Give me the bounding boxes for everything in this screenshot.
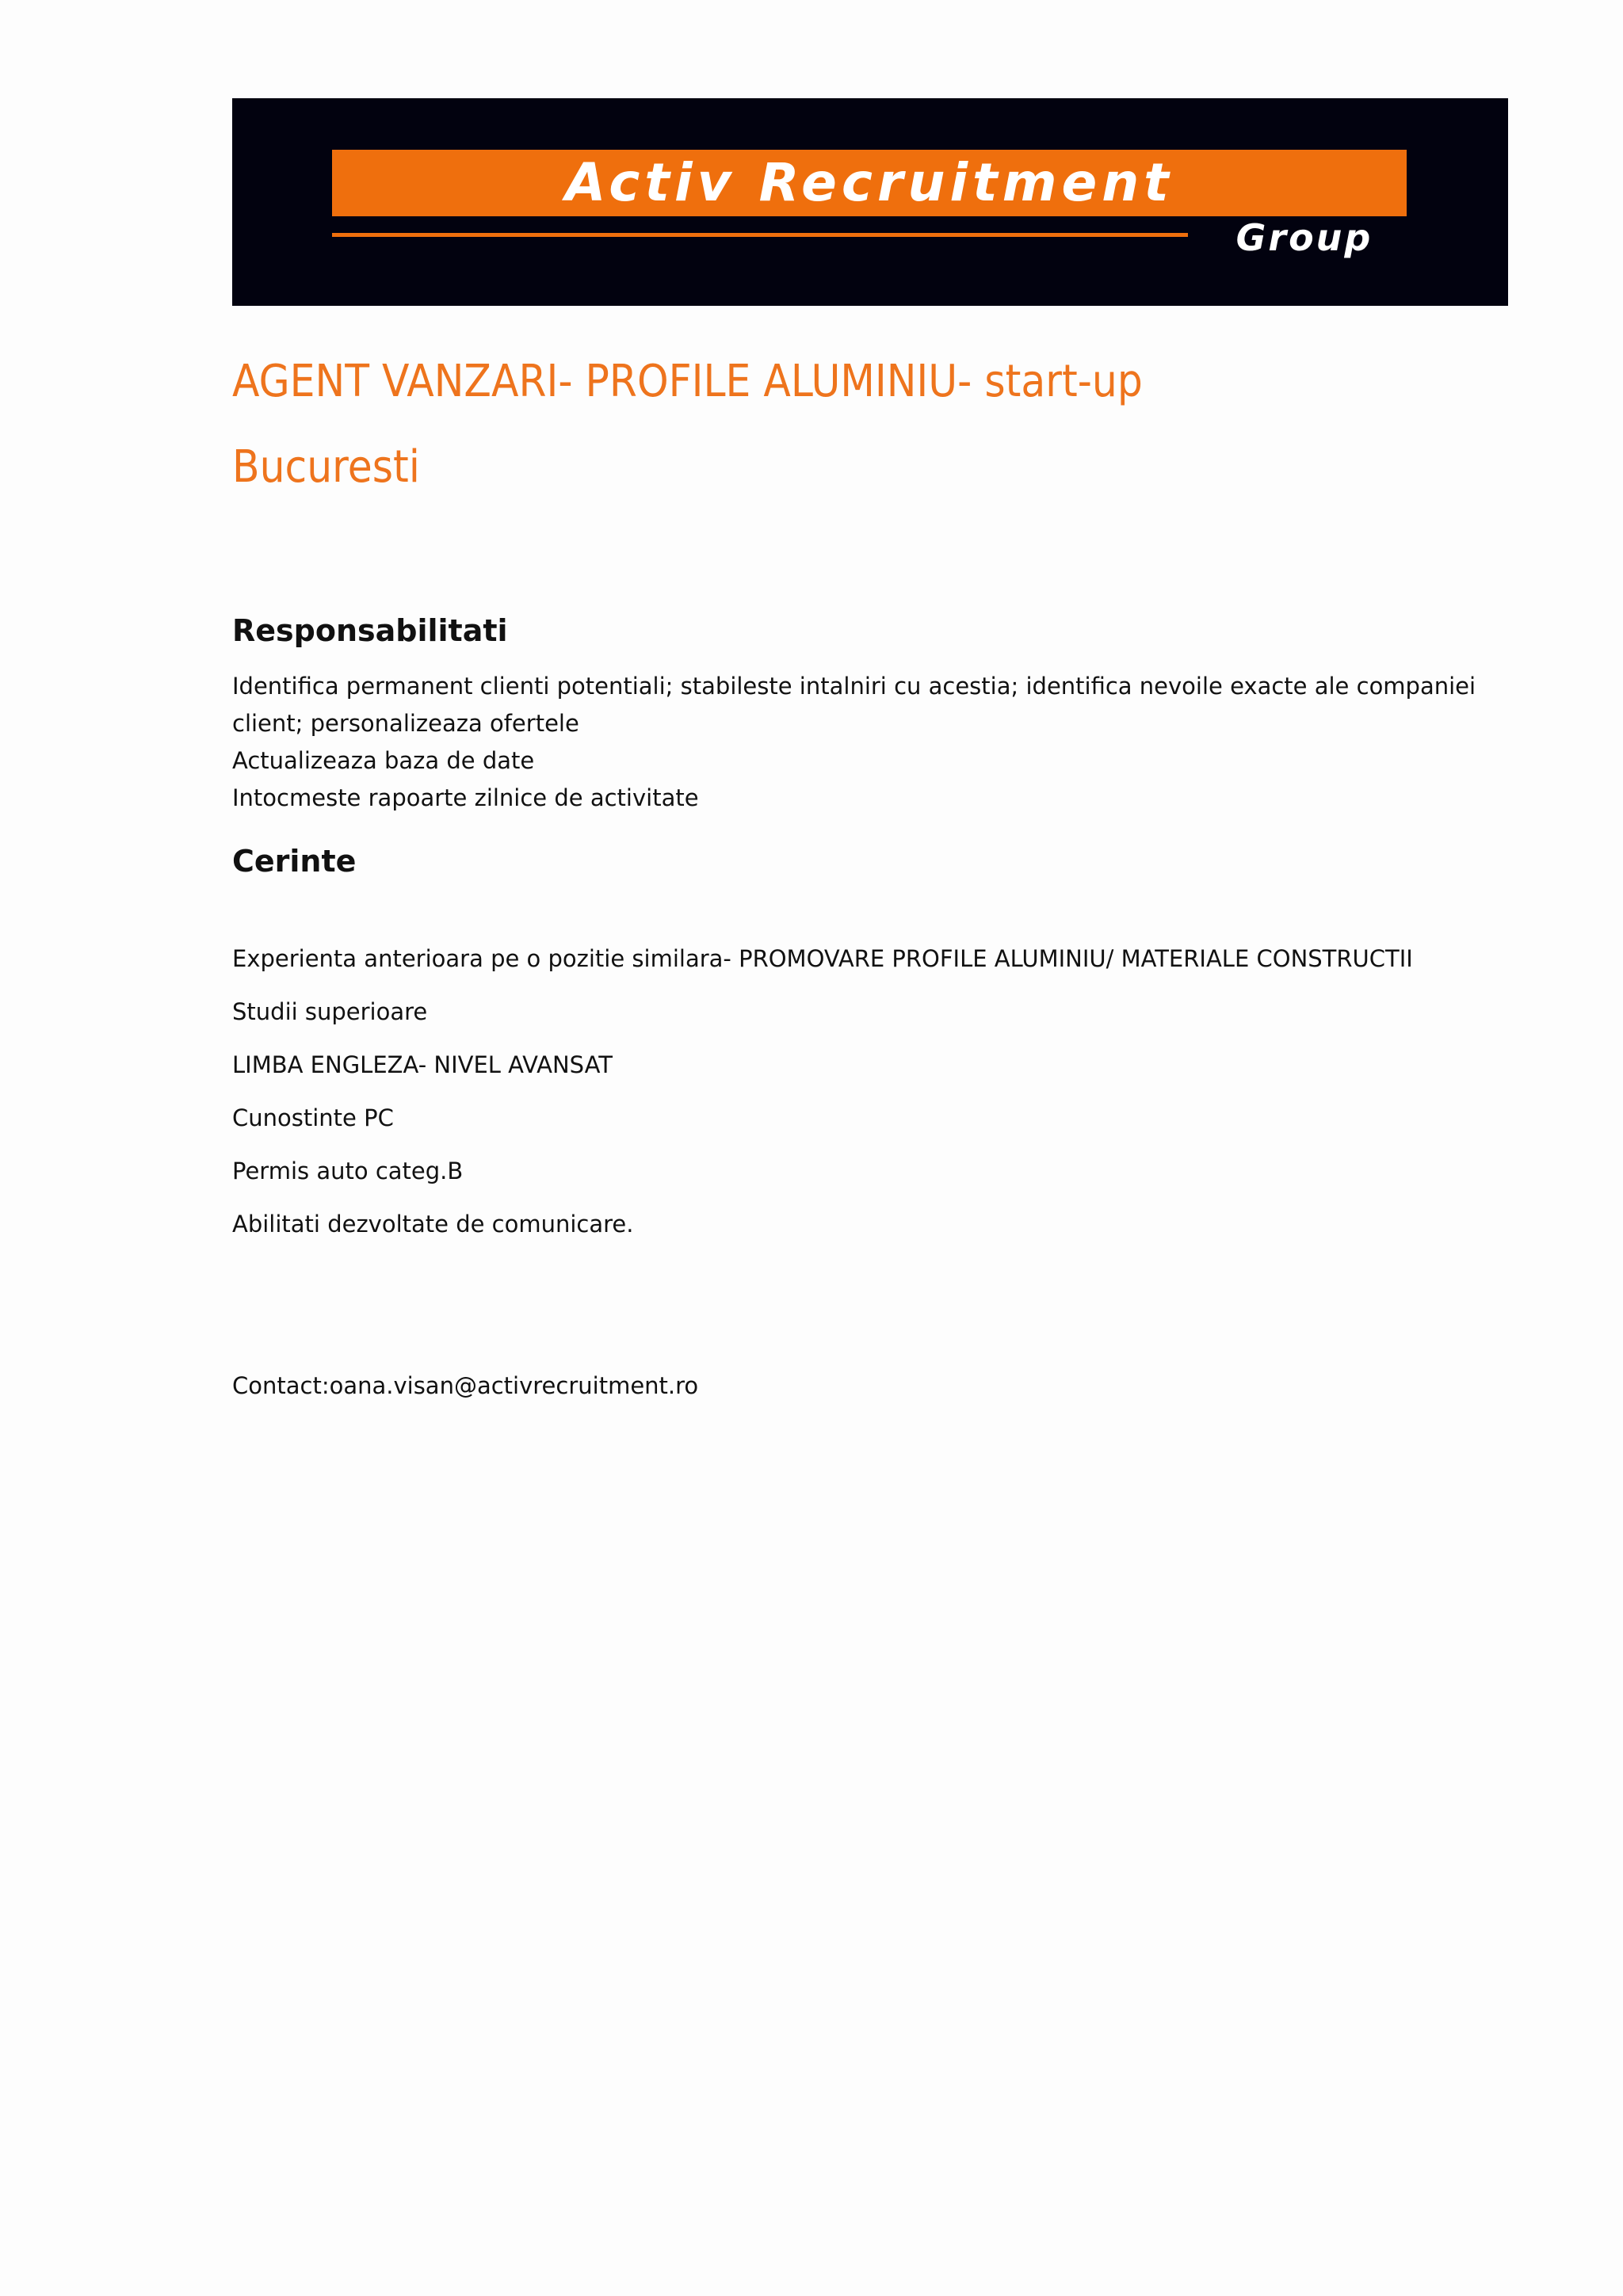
job-title: AGENT VANZARI- PROFILE ALUMINIU- start-up <box>232 356 1143 407</box>
responsibility-line: Actualizeaza baza de date <box>232 747 535 774</box>
responsibility-line: Intocmeste rapoarte zilnice de activitate <box>232 784 699 811</box>
contact-email: Contact:oana.visan@activrecruitment.ro <box>232 1372 699 1399</box>
job-location: Bucuresti <box>232 441 420 493</box>
requirement-item: Studii superioare <box>232 998 428 1025</box>
requirements-heading: Cerinte <box>232 844 357 879</box>
requirement-item: Experienta anterioara pe o pozitie similara- PROMOVARE PROFILE ALUMINIU/ MATERIALE CONSTRUCTII <box>232 945 1413 972</box>
logo-group-text: Group <box>1235 216 1373 259</box>
requirement-item: Abilitati dezvoltate de comunicare. <box>232 1211 634 1238</box>
logo-orange-bar <box>332 150 1407 216</box>
requirement-item: Permis auto categ.B <box>232 1158 464 1184</box>
requirement-item: Cunostinte PC <box>232 1104 394 1131</box>
responsibilities-paragraph <box>232 668 1500 817</box>
company-logo-banner <box>232 98 1508 306</box>
requirement-item: LIMBA ENGLEZA- NIVEL AVANSAT <box>232 1051 613 1078</box>
responsibility-line: client; personalizeaza ofertele <box>232 710 579 737</box>
logo-underline <box>332 233 1188 237</box>
responsibility-line: Identifica permanent clienti potentiali; stabileste intalniri cu acestia; identifica nevoile exacte ale companiei <box>232 673 1476 700</box>
responsibilities-heading: Responsabilitati <box>232 613 508 648</box>
logo-brand-text: Activ Recruitment <box>565 152 1174 213</box>
